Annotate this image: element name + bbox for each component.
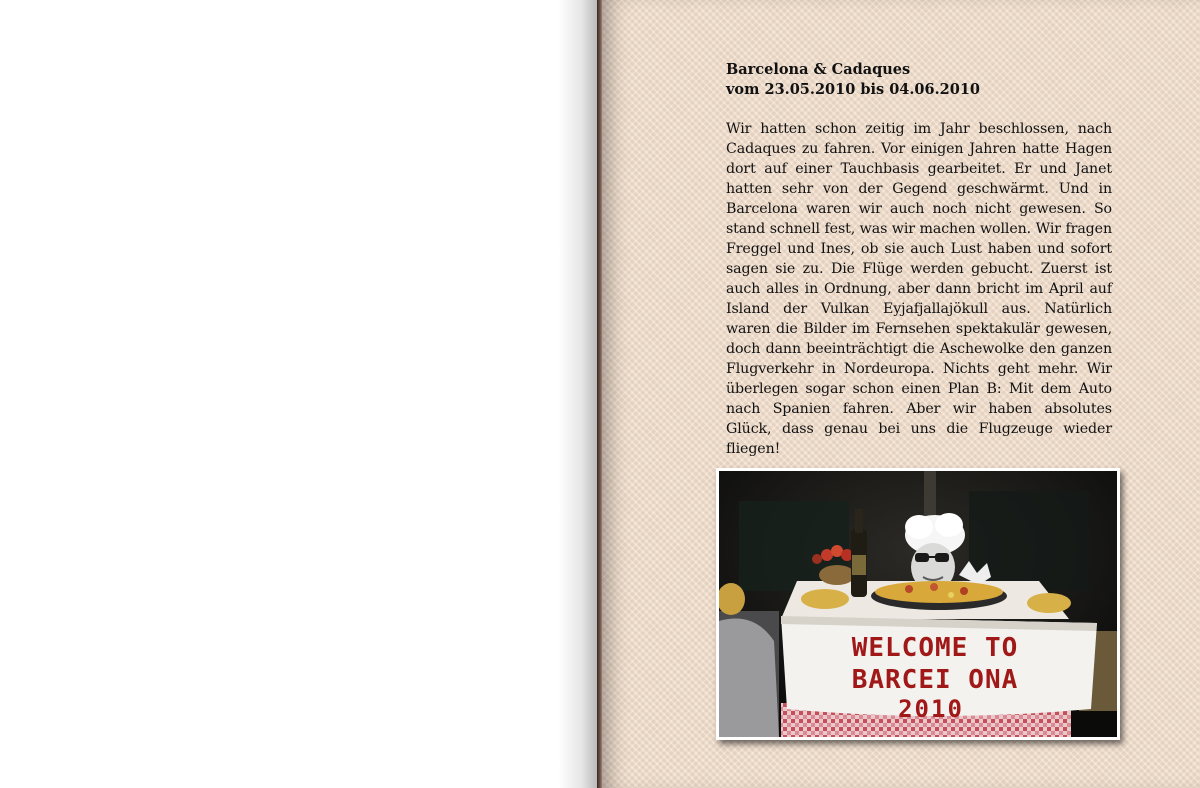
left-page: [0, 0, 598, 788]
banner-line-1: WELCOME TO: [851, 633, 1019, 663]
article: [726, 60, 1112, 459]
page-date-range: vom 23.05.2010 bis 04.06.2010: [726, 81, 981, 98]
banner-line-3: 2010: [898, 695, 964, 723]
banner-line-2: BARCEI ONA: [851, 665, 1019, 695]
body-text: Wir hatten schon zeitig im Jahr beschlossen, nach Cadaques zu fahren. Vor einigen Jahren hatte Hagen dort auf einer Tauchbasis gearbeitet. Er und Janet hatten sehr von der Gegend geschwärmt. Und in Barcelona waren wir auch noch nicht gewesen. So stand schnell fest, was wir machen wollen. Wir fragen Freggel und Ines, ob sie auch Lust haben und sofort sagen sie zu. Die Flüge werden gebucht. Zuerst ist auch alles in Ordnung, aber dann bricht im April auf Island der Vulkan Eyjafjallajökull aus. Natürlich waren die Bilder im Fernsehen spektakulär gewesen, doch dann beeinträchtigt die Aschewolke den ganzen Flugverkehr in Nordeuropa. Nichts geht mehr. Wir überlegen sogar schon einen Plan B: Mit dem Auto nach Spanien fahren. Aber wir haben absolutes Glück, dass genau bei uns die Flugzeuge wieder fliegen!: [726, 121, 1112, 457]
page-title: Barcelona & Cadaques: [726, 61, 911, 78]
photo-frame: [716, 468, 1120, 740]
right-page: [602, 0, 1200, 788]
gutter-shadow: [558, 0, 598, 788]
photo-welcome-barcelona: [719, 471, 1117, 737]
